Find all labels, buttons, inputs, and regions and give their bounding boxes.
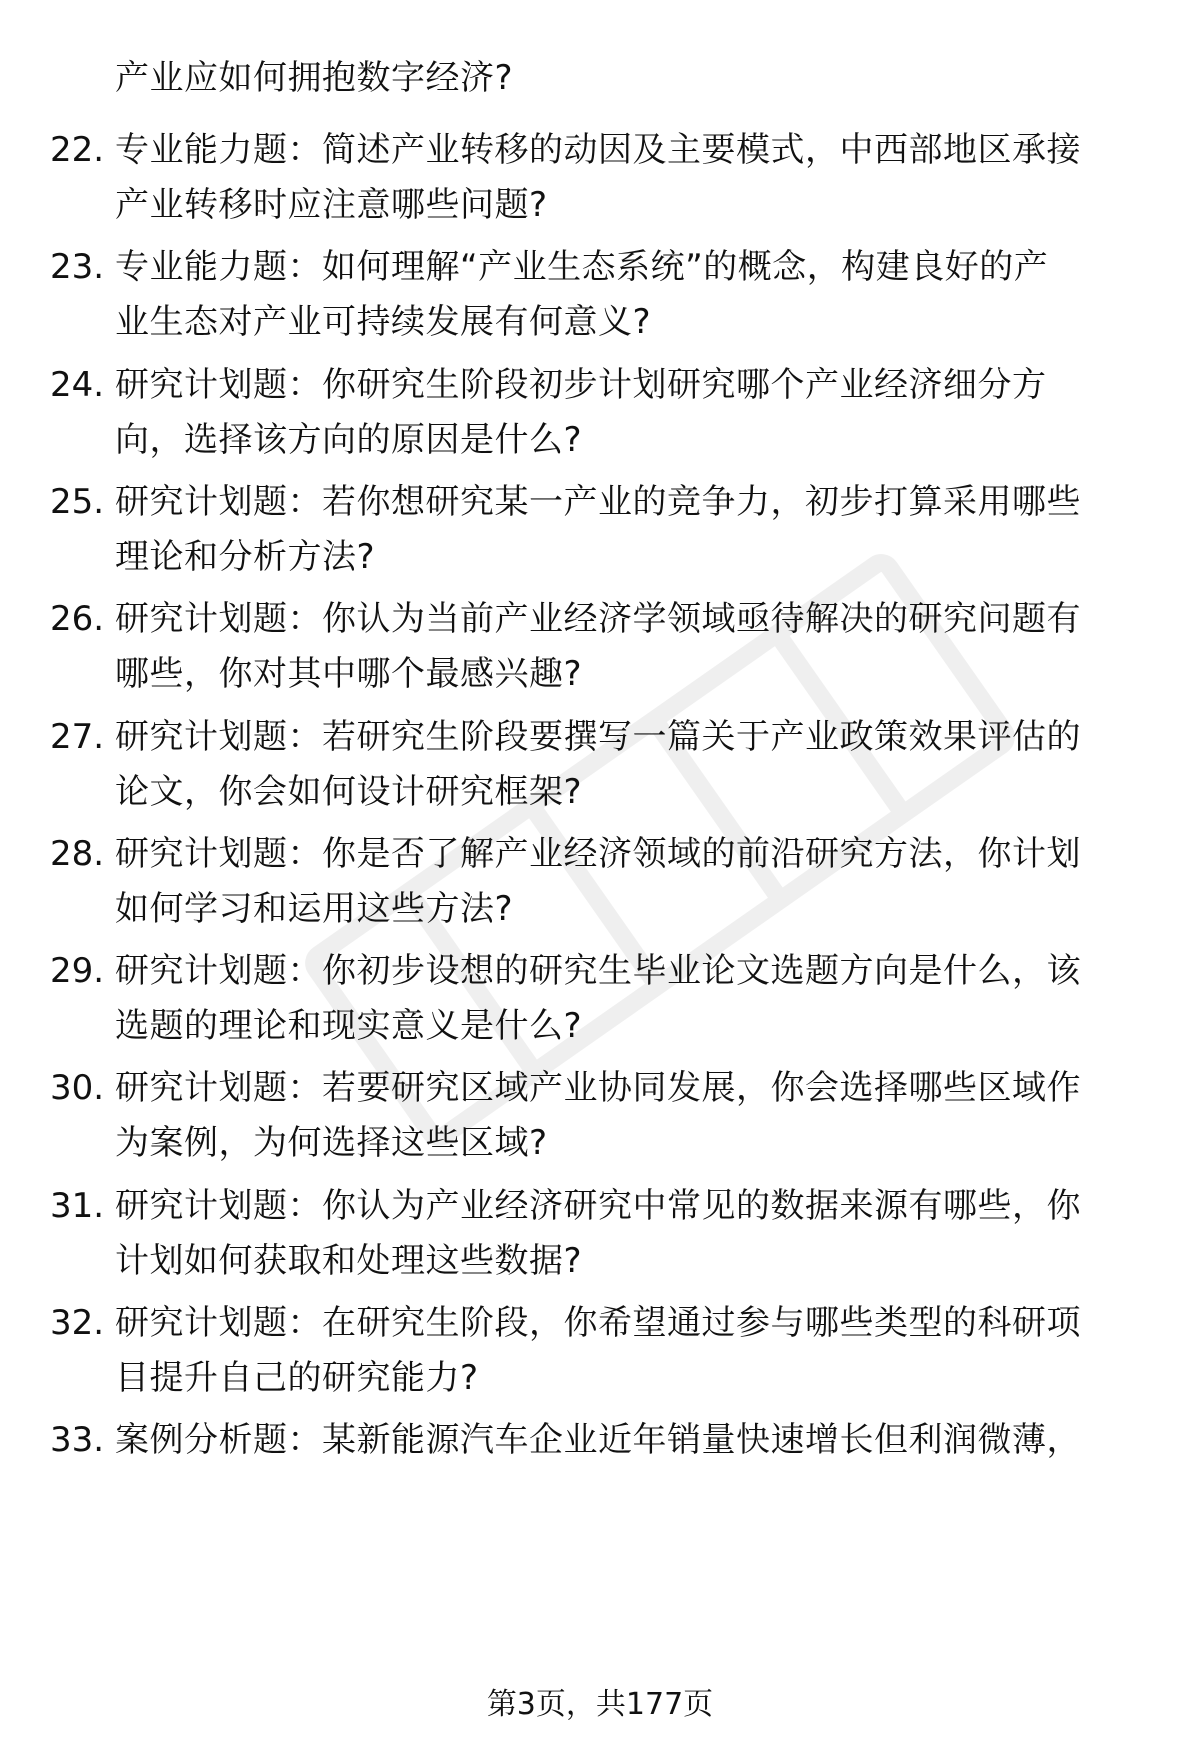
question-text-line: 研究计划题：你认为当前产业经济学领域亟待解决的研究问题有 <box>115 599 1081 640</box>
question-text-line: 研究计划题：你认为产业经济研究中常见的数据来源有哪些，你 <box>115 1185 1081 1226</box>
intro-continuation-line: 产业应如何拥抱数字经济? <box>115 58 514 98</box>
question-number: 25. <box>50 481 105 522</box>
question-text-line: 案例分析题：某新能源汽车企业近年销量快速增长但利润微薄， <box>115 1420 1081 1461</box>
question-text-line: 研究计划题：若要研究区域产业协同发展，你会选择哪些区域作 <box>115 1068 1081 1109</box>
question-text-line: 论文，你会如何设计研究框架? <box>115 771 583 812</box>
question-text-line: 选题的理论和现实意义是什么? <box>115 1006 583 1047</box>
question-text-line: 为案例，为何选择这些区域? <box>115 1123 548 1164</box>
question-number: 27. <box>50 716 105 757</box>
question-number: 24. <box>50 364 105 405</box>
question-text-line: 研究计划题：你研究生阶段初步计划研究哪个产业经济细分方 <box>115 364 1047 405</box>
question-number: 31. <box>50 1185 105 1226</box>
question-text-line: 研究计划题：在研究生阶段，你希望通过参与哪些类型的科研项 <box>115 1303 1081 1343</box>
question-number: 33. <box>50 1420 105 1461</box>
question-number: 26. <box>50 599 105 640</box>
question-text-line: 哪些，你对其中哪个最感兴趣? <box>115 654 583 695</box>
question-text-line: 业生态对产业可持续发展有何意义? <box>115 302 652 343</box>
question-text-line: 研究计划题：若研究生阶段要撰写一篇关于产业政策效果评估的 <box>115 716 1081 757</box>
question-text-line: 向，选择该方向的原因是什么? <box>115 419 583 460</box>
question-number: 28. <box>50 833 105 874</box>
question-number: 22. <box>50 130 105 170</box>
question-number: 23. <box>50 247 105 288</box>
question-text-line: 目提升自己的研究能力? <box>115 1358 479 1398</box>
question-text-line: 产业转移时应注意哪些问题? <box>115 185 548 225</box>
question-text-line: 专业能力题：如何理解“产业生态系统”的概念，构建良好的产 <box>115 247 1049 288</box>
question-number: 29. <box>50 951 105 992</box>
question-text-line: 研究计划题：你初步设想的研究生毕业论文选题方向是什么，该 <box>115 951 1081 992</box>
question-text-line: 研究计划题：你是否了解产业经济领域的前沿研究方法，你计划 <box>115 833 1081 874</box>
question-text-line: 研究计划题：若你想研究某一产业的竞争力，初步打算采用哪些 <box>115 481 1081 522</box>
page-footer: 第3页，共177页 <box>486 1687 714 1722</box>
question-text-line: 专业能力题：简述产业转移的动因及主要模式，中西部地区承接 <box>115 130 1081 170</box>
question-number: 30. <box>50 1068 105 1109</box>
question-text-line: 如何学习和运用这些方法? <box>115 888 514 929</box>
question-text-line: 理论和分析方法? <box>115 536 376 577</box>
question-number: 32. <box>50 1303 105 1343</box>
question-text-line: 计划如何获取和处理这些数据? <box>115 1240 583 1281</box>
